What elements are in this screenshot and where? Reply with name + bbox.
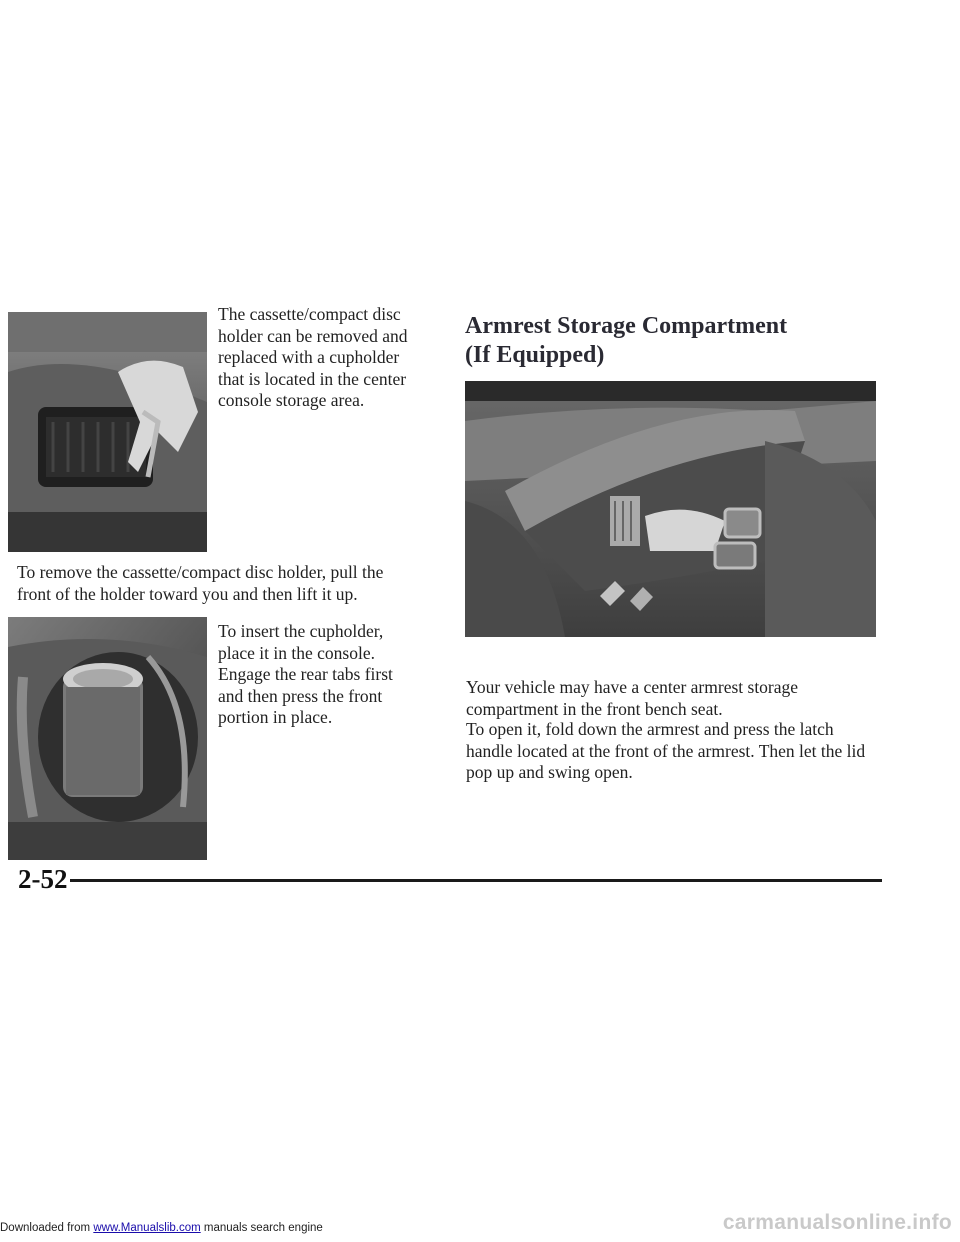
footer-prefix: Downloaded from	[0, 1222, 94, 1234]
cd-holder-removal-instructions: To remove the cassette/compact disc holder, pull the front of the holder toward you and then lift it up.	[17, 562, 384, 604]
heading-line-1: Armrest Storage Compartment	[465, 313, 788, 339]
manualslib-link[interactable]: www.Manualslib.com	[93, 1222, 201, 1234]
heading-line-2: (If Equipped)	[465, 342, 605, 368]
watermark: carmanualsonline.info	[722, 1211, 952, 1234]
photo-cupholder	[8, 617, 207, 860]
section-heading	[465, 312, 885, 370]
armrest-open-instructions: To open it, fold down the armrest and press the latch handle located at the front of the armrest. Then let the lid pop up and swing open.	[466, 719, 866, 782]
footer-suffix: manuals search engine	[200, 1222, 323, 1234]
armrest-description: Your vehicle may have a center armrest storage compartment in the front bench seat.	[466, 677, 799, 719]
download-footer	[0, 1222, 323, 1234]
photo-armrest-storage	[465, 381, 876, 637]
cd-holder-description: The cassette/compact disc holder can be removed and replaced with a cupholder that is located in the center console storage area.	[218, 304, 408, 410]
photo-cd-holder-removal	[8, 312, 207, 552]
footer-rule	[70, 879, 882, 882]
page-number: 2-52	[18, 864, 68, 894]
cupholder-insert-instructions: To insert the cupholder, place it in the console. Engage the rear tabs first and then press the front portion in place.	[218, 621, 393, 727]
